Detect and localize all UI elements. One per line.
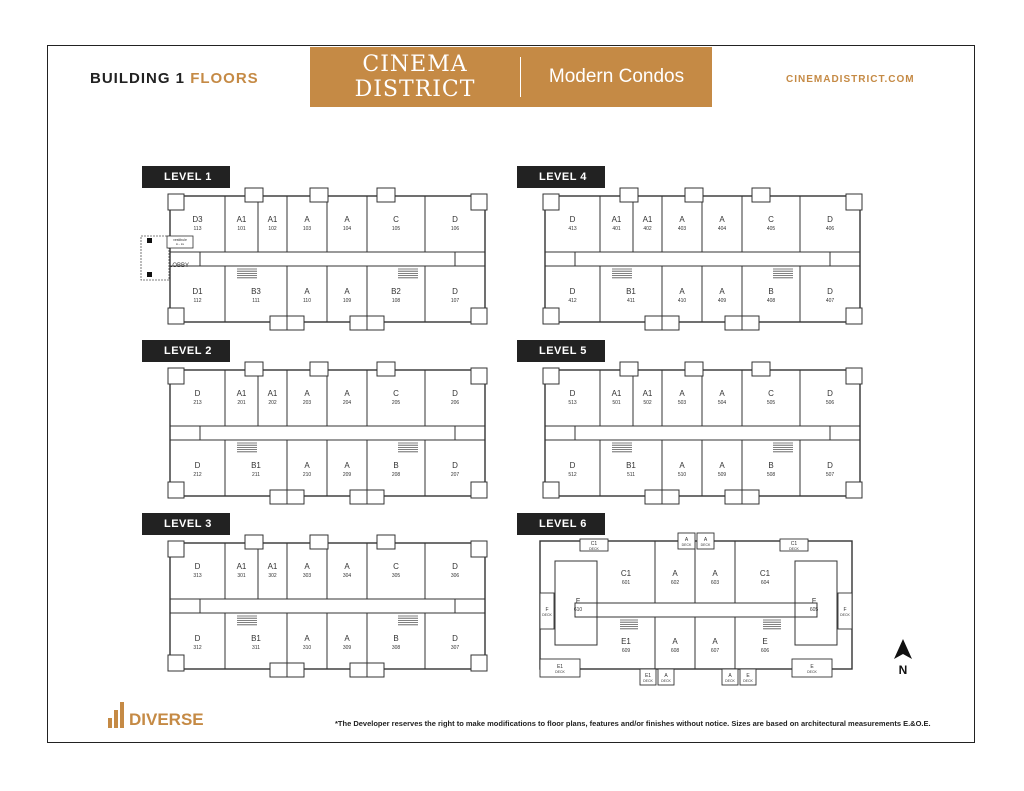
unit-number-label: 102 xyxy=(268,226,277,232)
unit-number-label: 604 xyxy=(760,580,770,586)
unit-type-label: D xyxy=(452,461,458,470)
balcony xyxy=(377,535,395,549)
corner-column xyxy=(168,308,184,324)
unit-number-label: 409 xyxy=(717,298,727,304)
stair-icon xyxy=(237,616,257,625)
unit-number-label: 311 xyxy=(252,645,260,651)
deck-label: DECK xyxy=(589,547,599,551)
unit-type-label: A xyxy=(672,569,678,578)
deck-label: DECK xyxy=(555,670,565,674)
stair-icon xyxy=(612,443,632,452)
unit-number-label: 213 xyxy=(193,400,202,406)
corridor xyxy=(200,426,455,440)
balcony xyxy=(245,535,263,549)
balcony xyxy=(620,362,638,376)
unit-number-label: 610 xyxy=(573,607,583,613)
unit-type-label: D1 xyxy=(192,287,203,296)
unit-number-label: 407 xyxy=(825,298,835,304)
unit-type-label: A1 xyxy=(267,389,278,398)
unit-type-label: A1 xyxy=(267,562,278,571)
unit-type-label: D xyxy=(569,389,576,398)
deck-label: DECK xyxy=(840,613,850,617)
unit-type-label: A xyxy=(304,461,310,470)
deck-unit-label: C1 xyxy=(590,541,598,547)
balcony xyxy=(620,188,638,202)
unit-type-label: D xyxy=(194,389,201,398)
corridor xyxy=(200,252,455,266)
level-2-label: LEVEL 2 xyxy=(142,340,230,362)
unit-number-label: 312 xyxy=(193,645,202,651)
level-1-floor-plan xyxy=(165,186,490,328)
unit-number-label: 403 xyxy=(677,226,687,232)
corner-column xyxy=(168,368,184,384)
unit-number-label: 510 xyxy=(677,472,687,478)
unit-number-label: 305 xyxy=(391,573,401,579)
unit-number-label: 406 xyxy=(825,226,835,232)
unit-type-label: F xyxy=(575,598,581,605)
unit-type-label: F xyxy=(811,598,817,605)
corner-column xyxy=(168,655,184,671)
unit-type-label: A xyxy=(712,637,718,646)
cinema-district-logo: CINEMA DISTRICT xyxy=(354,52,476,102)
unit-number-label: 504 xyxy=(717,400,727,406)
unit-number-label: 209 xyxy=(342,472,352,478)
unit-type-label: C xyxy=(393,215,399,224)
deck-label: DECK xyxy=(743,679,753,683)
corner-column xyxy=(543,194,559,210)
unit-number-label: 211 xyxy=(252,472,260,478)
unit-number-label: 110 xyxy=(303,298,311,304)
unit-type-label: A xyxy=(719,389,725,398)
balcony xyxy=(245,188,263,202)
level-2-floor-plan xyxy=(165,360,490,502)
unit-number-label: 404 xyxy=(717,226,727,232)
unit-type-label: D xyxy=(827,287,833,296)
unit-type-label: B xyxy=(768,461,774,470)
unit-number-label: 302 xyxy=(268,573,277,579)
unit-number-label: 113 xyxy=(193,226,202,232)
level-3-floor-plan xyxy=(165,533,490,675)
unit-number-label: 606 xyxy=(760,648,770,654)
unit-type-label: A1 xyxy=(236,389,247,398)
lobby-label: LOBBY xyxy=(168,263,190,269)
unit-type-label: A xyxy=(344,389,350,398)
deck-label: DECK xyxy=(789,547,799,551)
stair-icon xyxy=(398,443,418,452)
unit-type-label: D xyxy=(827,215,833,224)
deck-unit-label: F xyxy=(843,607,847,613)
corner-column xyxy=(471,541,487,557)
unit-number-label: 106 xyxy=(450,226,460,232)
deck-label: DECK xyxy=(661,679,671,683)
deck-unit-label: F xyxy=(545,607,549,613)
balcony xyxy=(752,188,770,202)
unit-number-label: 104 xyxy=(342,226,352,232)
unit-type-label: A1 xyxy=(236,562,247,571)
corner-column xyxy=(471,194,487,210)
deck-unit-label: C1 xyxy=(790,541,798,547)
corner-column xyxy=(846,194,862,210)
unit-type-label: A xyxy=(719,461,725,470)
lobby-marker xyxy=(147,272,152,277)
unit-number-label: 107 xyxy=(450,298,460,304)
deck-unit-label: A xyxy=(728,673,732,679)
corner-column xyxy=(168,194,184,210)
unit-type-label: A xyxy=(304,634,310,643)
level-6-floor-plan xyxy=(540,533,855,681)
deck-unit-label: E xyxy=(810,664,814,670)
stair-icon xyxy=(773,269,793,278)
deck-unit-label: A xyxy=(684,537,689,543)
corridor xyxy=(575,426,830,440)
unit-number-label: 204 xyxy=(342,400,352,406)
unit-type-label: D3 xyxy=(192,215,203,224)
balcony xyxy=(685,362,703,376)
balcony xyxy=(310,362,328,376)
level-5-label: LEVEL 5 xyxy=(517,340,605,362)
unit-type-label: E xyxy=(762,637,768,646)
unit-type-label: B1 xyxy=(251,634,261,643)
unit-type-label: A xyxy=(304,215,310,224)
unit-number-label: 512 xyxy=(568,472,577,478)
deck-unit-label: E1 xyxy=(644,673,652,679)
unit-type-label: E1 xyxy=(621,637,631,646)
unit-number-label: 502 xyxy=(643,400,652,406)
disclaimer-text: *The Developer reserves the right to make modifications to floor plans, features and/or finishes without notice. Sizes are based on architectural measurements E.&O.E. xyxy=(335,719,931,728)
header-banner xyxy=(310,47,712,107)
unit-type-label: A xyxy=(304,287,310,296)
vestibule-label: vestibule xyxy=(173,238,187,242)
north-arrow-icon xyxy=(890,637,916,677)
unit-number-label: 411 xyxy=(627,298,635,304)
unit-number-label: 212 xyxy=(193,472,202,478)
unit-number-label: 501 xyxy=(612,400,621,406)
corner-column xyxy=(168,541,184,557)
unit-type-label: D xyxy=(569,287,576,296)
unit-type-label: B3 xyxy=(251,287,261,296)
unit-number-label: 402 xyxy=(643,226,652,232)
unit-number-label: 511 xyxy=(627,472,635,478)
level-4-floor-plan xyxy=(540,186,865,328)
website-link[interactable]: CINEMADISTRICT.COM xyxy=(786,74,915,85)
unit-type-label: B1 xyxy=(251,461,261,470)
unit-type-label: D xyxy=(827,461,833,470)
corner-column xyxy=(543,368,559,384)
unit-number-label: 203 xyxy=(302,400,312,406)
unit-type-label: A xyxy=(672,637,678,646)
unit-type-label: D xyxy=(452,389,458,398)
unit-number-label: 202 xyxy=(268,400,277,406)
unit-number-label: 408 xyxy=(766,298,776,304)
unit-type-label: A xyxy=(344,215,350,224)
stair-icon xyxy=(620,620,638,629)
balcony xyxy=(377,362,395,376)
unit-number-label: 306 xyxy=(450,573,460,579)
unit-type-label: B2 xyxy=(391,287,401,296)
unit-type-label: C1 xyxy=(620,569,632,578)
unit-number-label: 301 xyxy=(237,573,246,579)
deck-label: DECK xyxy=(700,543,711,547)
deck-unit-label: A xyxy=(664,673,668,679)
balcony xyxy=(310,535,328,549)
level-6-label: LEVEL 6 xyxy=(517,513,605,535)
unit-type-label: D xyxy=(452,634,458,643)
unit-number-label: 210 xyxy=(302,472,312,478)
unit-type-label: A1 xyxy=(267,215,278,224)
diverse-bars-icon xyxy=(108,702,126,728)
balcony xyxy=(310,188,328,202)
unit-type-label: B xyxy=(393,461,399,470)
unit-number-label: 608 xyxy=(670,648,680,654)
brand-name: DIVERSE xyxy=(129,710,204,729)
unit-number-label: 413 xyxy=(568,226,577,232)
unit-type-label: B1 xyxy=(626,287,636,296)
corner-column xyxy=(543,308,559,324)
level-3-label: LEVEL 3 xyxy=(142,513,230,535)
unit-type-label: D xyxy=(452,562,458,571)
corner-column xyxy=(543,482,559,498)
unit-type-label: A1 xyxy=(236,215,247,224)
lobby-marker xyxy=(147,238,152,243)
unit-type-label: D xyxy=(569,461,576,470)
unit-number-label: 603 xyxy=(710,580,720,586)
unit-number-label: 401 xyxy=(612,226,621,232)
unit-number-label: 201 xyxy=(237,400,246,406)
stair-icon xyxy=(398,616,418,625)
unit-number-label: 503 xyxy=(677,400,687,406)
unit-type-label: B1 xyxy=(626,461,636,470)
corner-column xyxy=(846,308,862,324)
stair-icon xyxy=(763,620,781,629)
stair-icon xyxy=(237,443,257,452)
unit-type-label: A1 xyxy=(611,389,622,398)
stair-icon xyxy=(237,269,257,278)
unit-type-label: D xyxy=(452,215,458,224)
level-5-floor-plan xyxy=(540,360,865,502)
unit-number-label: 208 xyxy=(391,472,401,478)
unit-type-label: D xyxy=(194,461,201,470)
unit-number-label: 506 xyxy=(825,400,835,406)
unit-type-label: A xyxy=(719,215,725,224)
unit-number-label: 310 xyxy=(302,645,312,651)
compass-label: N xyxy=(898,663,908,677)
unit-number-label: 304 xyxy=(342,573,352,579)
unit-number-label: 412 xyxy=(568,298,577,304)
unit-type-label: A xyxy=(719,287,725,296)
unit-number-label: 505 xyxy=(766,400,776,406)
unit-number-label: 109 xyxy=(342,298,352,304)
deck-unit-label: E1 xyxy=(556,664,564,670)
balcony xyxy=(245,362,263,376)
stair-icon xyxy=(773,443,793,452)
unit-type-label: C xyxy=(393,389,399,398)
page-title: BUILDING 1 FLOORS xyxy=(90,70,259,87)
unit-type-label: A xyxy=(304,562,310,571)
balcony xyxy=(377,188,395,202)
deck-label: DECK xyxy=(725,679,735,683)
unit-type-label: A xyxy=(679,461,685,470)
unit-type-label: A xyxy=(679,389,685,398)
unit-type-label: B xyxy=(768,287,774,296)
unit-number-label: 101 xyxy=(237,226,246,232)
deck-label: DECK xyxy=(681,543,692,547)
unit-type-label: D xyxy=(452,287,458,296)
unit-type-label: A xyxy=(712,569,718,578)
unit-type-label: D xyxy=(194,634,201,643)
unit-number-label: 207 xyxy=(450,472,460,478)
corner-column xyxy=(471,308,487,324)
unit-number-label: 103 xyxy=(302,226,312,232)
balcony xyxy=(752,362,770,376)
unit-number-label: 605 xyxy=(809,607,819,613)
unit-number-label: 112 xyxy=(193,298,202,304)
unit-type-label: A xyxy=(344,562,350,571)
stair-icon xyxy=(398,269,418,278)
unit-type-label: C xyxy=(768,215,774,224)
unit-number-label: 507 xyxy=(825,472,835,478)
unit-type-label: A xyxy=(679,287,685,296)
level-4-label: LEVEL 4 xyxy=(517,166,605,188)
unit-number-label: 307 xyxy=(450,645,460,651)
vestibule-sub-label: lo - ks xyxy=(175,242,185,246)
lobby-entrance xyxy=(141,236,169,280)
deck-label: DECK xyxy=(807,670,817,674)
unit-type-label: A1 xyxy=(611,215,622,224)
unit-type-label: A1 xyxy=(642,389,653,398)
balcony xyxy=(685,188,703,202)
stair-icon xyxy=(612,269,632,278)
corner-column xyxy=(471,368,487,384)
unit-type-label: B xyxy=(393,634,399,643)
diverse-logo xyxy=(108,698,204,728)
corner-column xyxy=(846,482,862,498)
unit-number-label: 509 xyxy=(717,472,727,478)
corner-column xyxy=(168,482,184,498)
unit-number-label: 111 xyxy=(252,298,260,304)
unit-type-label: D xyxy=(827,389,833,398)
deck-label: DECK xyxy=(542,613,552,617)
unit-type-label: A xyxy=(679,215,685,224)
unit-number-label: 206 xyxy=(450,400,460,406)
unit-type-label: A xyxy=(344,634,350,643)
corner-column xyxy=(471,482,487,498)
unit-number-label: 309 xyxy=(342,645,352,651)
deck-label: DECK xyxy=(643,679,653,683)
unit-number-label: 607 xyxy=(710,648,720,654)
unit-number-label: 405 xyxy=(766,226,776,232)
unit-type-label: C xyxy=(768,389,774,398)
corridor xyxy=(575,252,830,266)
corridor xyxy=(200,599,455,613)
unit-type-label: A xyxy=(304,389,310,398)
unit-type-label: C xyxy=(393,562,399,571)
unit-number-label: 108 xyxy=(391,298,401,304)
banner-subtitle: Modern Condos xyxy=(548,66,685,87)
unit-number-label: 308 xyxy=(391,645,401,651)
unit-type-label: D xyxy=(194,562,201,571)
unit-type-label: A xyxy=(344,287,350,296)
level-1-label: LEVEL 1 xyxy=(142,166,230,188)
unit-type-label: A xyxy=(344,461,350,470)
unit-number-label: 508 xyxy=(766,472,776,478)
corner-column xyxy=(846,368,862,384)
deck-unit-label: E xyxy=(746,673,750,679)
deck-unit-label: A xyxy=(703,537,708,543)
unit-number-label: 609 xyxy=(621,648,631,654)
unit-number-label: 410 xyxy=(677,298,687,304)
unit-type-label: C1 xyxy=(759,569,771,578)
unit-number-label: 602 xyxy=(670,580,680,586)
unit-type-label: A1 xyxy=(642,215,653,224)
unit-number-label: 513 xyxy=(568,400,577,406)
unit-type-label: D xyxy=(569,215,576,224)
unit-number-label: 205 xyxy=(391,400,401,406)
unit-number-label: 601 xyxy=(621,580,631,586)
unit-number-label: 313 xyxy=(193,573,202,579)
unit-number-label: 303 xyxy=(302,573,312,579)
corner-column xyxy=(471,655,487,671)
corridor xyxy=(575,603,817,617)
unit-number-label: 105 xyxy=(391,226,401,232)
